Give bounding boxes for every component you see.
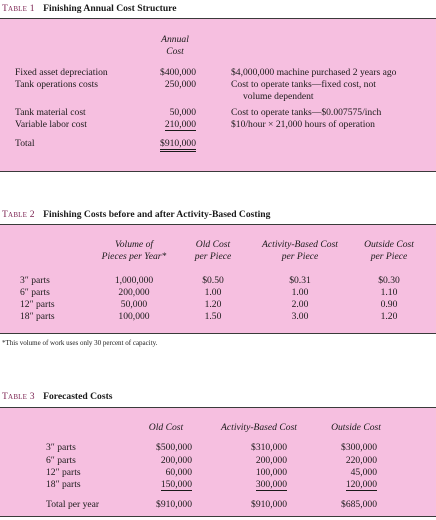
- table3-header-abc: Activity-Based Cost: [221, 422, 297, 433]
- table1-total-label: Total: [15, 138, 35, 149]
- table2-part: 12″ parts: [20, 299, 55, 310]
- table1-row-label: Tank operations costs: [15, 79, 98, 90]
- table2-abc: 3.00: [291, 311, 309, 322]
- table3-part: 18″ parts: [46, 479, 81, 490]
- table1-col-header: [148, 34, 202, 58]
- table2-outside: 1.20: [380, 311, 398, 322]
- table2-volume: 1,000,000: [114, 275, 154, 286]
- table2-header-line2: Pieces per Year*: [101, 251, 167, 262]
- table2-header-line1: Activity-Based Cost: [262, 239, 338, 250]
- table2-header-abc: [248, 239, 352, 263]
- table2-outside: 0.90: [380, 299, 398, 310]
- table3-old-cell: [135, 479, 192, 490]
- table2-bottom-rule: [0, 333, 436, 334]
- table2-volume: 50,000: [120, 299, 148, 310]
- table3-abc-cell: [230, 479, 287, 490]
- table2-volume: 100,000: [118, 311, 150, 322]
- table1-row-label: Tank material cost: [15, 107, 86, 118]
- table3-title: Forecasted Costs: [43, 391, 113, 402]
- table3-bottom-rule: [0, 516, 436, 517]
- table1-col-header-line1: Annual: [161, 34, 189, 45]
- table3-part: 6″ parts: [46, 455, 76, 466]
- table3-outside: 120,000: [345, 479, 377, 490]
- table3-number: Table 3: [2, 391, 35, 402]
- table1-row-note: volume dependent: [243, 91, 314, 102]
- table3-total-label: Total per year: [46, 499, 100, 510]
- table3-abc: $310,000: [251, 442, 287, 453]
- table1-title: Finishing Annual Cost Structure: [43, 3, 177, 14]
- table3-old: 200,000: [160, 455, 192, 466]
- table3-old: 60,000: [165, 467, 192, 478]
- table2-abc: 2.00: [291, 299, 309, 310]
- table1-row-note: $4,000,000 machine purchased 2 years ago: [231, 67, 397, 78]
- table3-total-old: $910,000: [156, 499, 192, 510]
- table3-outside: 220,000: [345, 455, 377, 466]
- table3-outside: $300,000: [341, 442, 377, 453]
- table1-row-note: Cost to operate tanks—fixed cost, not: [231, 79, 376, 90]
- table2-part: 6″ parts: [20, 287, 50, 298]
- table2-header-line1: Volume of: [114, 239, 154, 250]
- table1-col-header-line2: Cost: [166, 46, 184, 57]
- table2-outside: $0.30: [378, 275, 400, 286]
- table2-number: Table 2: [2, 209, 35, 220]
- table3-part: 12″ parts: [46, 467, 81, 478]
- table2-header-line1: Old Cost: [195, 239, 231, 250]
- table2-header-line1: Outside Cost: [364, 239, 414, 250]
- table2-part: 18″ parts: [20, 311, 55, 322]
- table1-row-cost: 50,000: [169, 107, 196, 118]
- table2-header-line2: per Piece: [370, 251, 408, 262]
- table2-abc: 1.00: [291, 287, 309, 298]
- table1-body: [0, 19, 436, 171]
- table1-row-cost: 250,000: [164, 79, 196, 90]
- table1-row-note: $10/hour × 21,000 hours of operation: [231, 119, 375, 130]
- table2-volume: 200,000: [118, 287, 150, 298]
- table3-abc: 300,000: [255, 479, 287, 490]
- table3-old: 150,000: [160, 479, 192, 490]
- table1-row-label: Variable labor cost: [15, 119, 87, 130]
- table1-number: Table 1: [2, 3, 35, 14]
- table1-caption: [2, 3, 177, 14]
- table1-row-note: Cost to operate tanks—$0.007575/inch: [231, 107, 382, 118]
- table1-row-cost-value: 210,000: [164, 119, 196, 130]
- table3-total-abc: $910,000: [251, 499, 287, 510]
- table2-part: 3″ parts: [20, 275, 50, 286]
- table2-header-old: [183, 239, 243, 263]
- table2-outside: 1.10: [380, 287, 398, 298]
- table2-header-line2: per Piece: [194, 251, 232, 262]
- table3-old: $500,000: [156, 442, 192, 453]
- table1-total-cell: [140, 138, 196, 149]
- table1-row-label: Fixed asset depreciation: [15, 67, 108, 78]
- table2-title: Finishing Costs before and after Activity-Based Costing: [43, 209, 271, 220]
- table1-bottom-rule: [0, 171, 436, 172]
- table3-header-outside: Outside Cost: [331, 422, 381, 433]
- table2-footnote: *This volume of work uses only 30 percent of capacity.: [2, 339, 158, 347]
- table2-abc: $0.31: [289, 275, 311, 286]
- table2-header-outside: [354, 239, 424, 263]
- table2-caption: [2, 209, 270, 220]
- table1-total-value: $910,000: [160, 138, 196, 152]
- table2-old: 1.20: [204, 299, 222, 310]
- table3-outside: 45,000: [350, 467, 377, 478]
- table2-old: $0.50: [202, 275, 224, 286]
- table2-header-line2: per Piece: [281, 251, 319, 262]
- table3-header-old: Old Cost: [148, 422, 184, 433]
- table3-abc: 100,000: [255, 467, 287, 478]
- table2-header-volume: [84, 239, 184, 263]
- table3-caption: [2, 391, 113, 402]
- table3-outside-cell: [320, 479, 377, 490]
- table3-abc: 200,000: [255, 455, 287, 466]
- table1-row-cost: $400,000: [160, 67, 196, 78]
- table2-old: 1.50: [204, 311, 222, 322]
- table3-total-outside: $685,000: [341, 499, 377, 510]
- table3-part: 3″ parts: [46, 442, 76, 453]
- table2-old: 1.00: [204, 287, 222, 298]
- table1-row-cost: [140, 119, 196, 130]
